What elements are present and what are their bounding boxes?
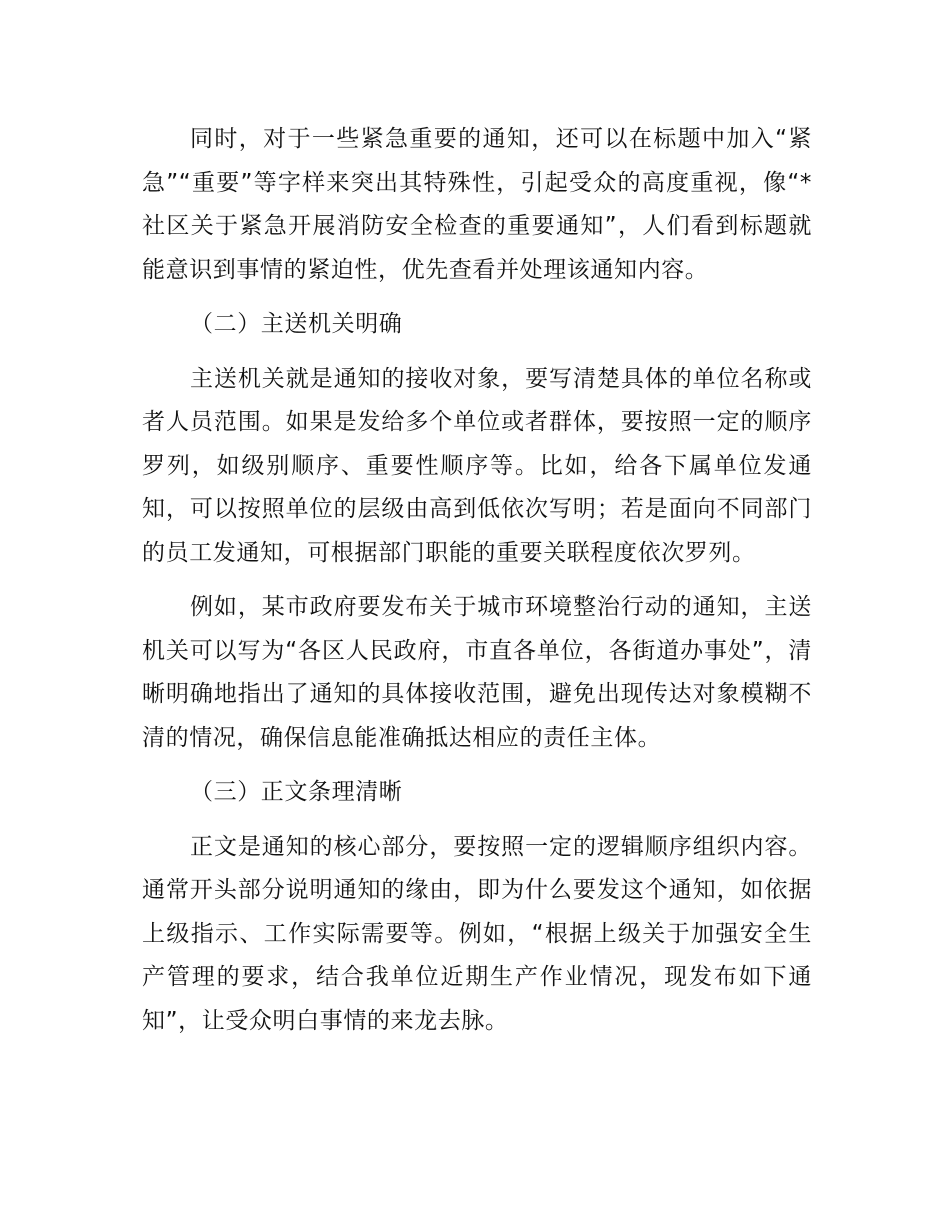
paragraph-body-structure: 正文是通知的核心部分，要按照一定的逻辑顺序组织内容。通常开头部分说明通知的缘由，即为什么要发这个通知，如依据上级指示、工作实际需要等。例如，“根据上级关于加强安全生产管理的要求，结合我单位近期生产作业情况，现发布如下通知”，让受众明白事情的来龙去脉。 (142, 833, 812, 1034)
paragraph-recipients-example: 例如，某市政府要发布关于城市环境整治行动的通知，主送机关可以写为“各区人民政府，市直各单位，各街道办事处”，清晰明确地指出了通知的具体接收范围，避免出现传达对象模糊不清的情况，确保信息能准确抵达相应的责任主体。 (142, 594, 812, 751)
section-heading-recipients: （二）主送机关明确 (190, 311, 403, 337)
paragraph-urgent-title: 同时，对于一些紧急重要的通知，还可以在标题中加入“紧急”“重要”等字样来突出其特殊性，引起受众的高度重视，像“*社区关于紧急开展消防安全检查的重要通知”，人们看到标题就能意识到事情的紧迫性，优先查看并处理该通知内容。 (142, 126, 812, 283)
section-heading-body-structure: （三）正文条理清晰 (190, 779, 403, 805)
document-body (142, 118, 812, 1054)
paragraph-recipients-definition: 主送机关就是通知的接收对象，要写清楚具体的单位名称或者人员范围。如果是发给多个单位或者群体，要按照一定的顺序罗列，如级别顺序、重要性顺序等。比如，给各下属单位发通知，可以按照单位的层级由高到低依次写明；若是面向不同部门的员工发通知，可根据部门职能的重要关联程度依次罗列。 (142, 365, 812, 566)
